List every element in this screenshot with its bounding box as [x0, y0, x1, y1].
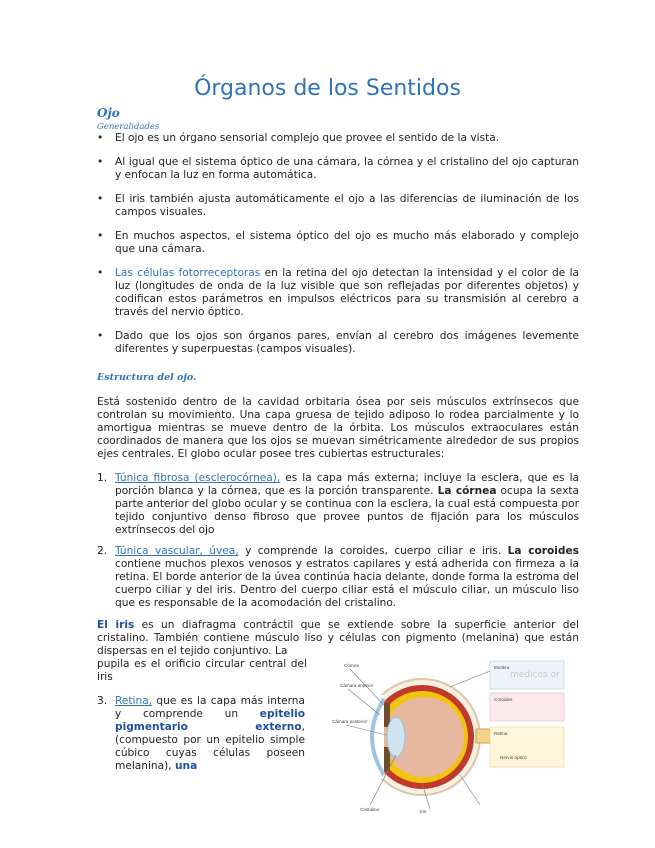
section-heading: Ojo — [97, 106, 120, 120]
iris-paragraph — [97, 619, 579, 658]
structure-heading: Estructura del ojo. — [97, 372, 197, 383]
structure-paragraph: Está sostenido dentro de la cavidad orbitaria ósea por seis músculos extrínsecos que controlan su movimiento. Una capa gruesa de tejido adiposo lo rodea parcialmente y lo amortigua mientras se mueve dentro de la órbita. Los músculos extraoculares están coordinados de manera que los ojos se muevan simétricamente alrededor de sus propios ejes centrales. El globo ocular posee tres cubiertas estructurales: — [97, 396, 579, 460]
item-text: , (compuesto por un epitelio simple cúbico cuyas células poseen melanina), — [115, 721, 305, 772]
item-text: ocupa la sexta parte anterior del globo ocular y se continua con la esclera, la cual está compuesta por tejido conjuntivo denso fibroso que provee puntos de fijación para los músculos extrínsecos del ojo — [115, 485, 579, 536]
page-title: Órganos de los Sentidos — [194, 76, 461, 101]
list-item — [97, 156, 579, 182]
item-text: es la capa más externa; incluye la esclera, que es la porción blanca y la córnea, que es la porción transparente. — [115, 472, 579, 497]
figure-label: Retina — [494, 731, 508, 736]
list-item — [97, 330, 579, 356]
item-fibrous-tunic — [97, 472, 579, 537]
bullet-icon: • — [97, 330, 104, 342]
bullet-text: En muchos aspectos, el sistema óptico del ojo es mucho más elaborado y complejo que una cámara. — [115, 230, 579, 255]
figure-label: Nervio óptico — [500, 755, 527, 760]
bullet-text: en la retina del ojo detectan la intensidad y el color de la luz (longitudes de onda de la luz visible que son reflejadas por diferentes objetos) y codifican estos parámetros en impulsos eléctricos para su transmisión al cerebro a través del nervio óptico. — [115, 267, 580, 318]
item-number: 2. — [97, 545, 108, 557]
item-number: 3. — [97, 695, 108, 707]
subsection-heading: Generalidades — [97, 122, 160, 132]
bullet-icon: • — [97, 132, 104, 144]
iris-bold: El iris — [97, 619, 135, 631]
pupil-text: pupila es el orificio circular central del iris — [97, 658, 307, 683]
figure-label: Cámara anterior — [340, 683, 374, 688]
item-text: que es la capa más interna y comprende un — [115, 695, 305, 720]
item-bold: epitelio pigmentario externo — [115, 708, 305, 733]
bullet-text: El iris también ajusta automáticamente el ojo a las diferencias de iluminación de los campos visuales. — [115, 193, 579, 218]
bullet-list — [97, 132, 579, 367]
list-item — [97, 267, 579, 319]
item-bold: La córnea — [437, 485, 497, 497]
lens-shape — [387, 717, 405, 757]
item-bold: una — [175, 760, 198, 772]
item-text: contiene muchos plexos venosos y estratos capilares y está adherida con firmeza a la retina. El borde anterior de la úvea continúa hacia delante, donde forma la estroma del cuerpo ciliar y del iris. Dentro del cuerpo ciliar está el músculo ciliar, un músculo liso que es responsable de la acomodación del cristalino. — [115, 558, 579, 609]
item-text: y comprende la coroides, cuerpo ciliar e iris. — [238, 545, 508, 557]
figure-label: Esclera — [494, 665, 510, 670]
fibrous-tunic-link[interactable]: Túnica fibrosa (esclerocórnea), — [115, 472, 281, 484]
item-vascular-tunic — [97, 545, 579, 610]
figure-label: Iris — [420, 809, 427, 814]
vascular-tunic-link[interactable]: Túnica vascular, úvea, — [115, 545, 239, 557]
figure-label: Coroides — [494, 697, 513, 702]
list-item — [97, 193, 579, 219]
item-number: 1. — [97, 472, 108, 484]
bullet-icon: • — [97, 193, 104, 205]
item-retina — [97, 695, 305, 773]
bullet-text: Al igual que el sistema óptico de una cámara, la córnea y el cristalino del ojo capturan y enfocan la luz en forma automática. — [115, 156, 579, 181]
retina-link[interactable]: Retina, — [115, 695, 153, 707]
bullet-icon: • — [97, 156, 104, 168]
figure-label: Córnea — [344, 663, 360, 668]
item-bold: La coroides — [507, 545, 579, 557]
figure-label: Cámara posterior — [332, 719, 368, 724]
bullet-text: Dado que los ojos son órganos pares, envían al cerebro dos imágenes levemente diferentes y superpuestas (campos visuales). — [115, 330, 579, 355]
bullet-text: El ojo es un órgano sensorial complejo que provee el sentido de la vista. — [115, 132, 500, 144]
list-item — [97, 132, 579, 145]
bullet-icon: • — [97, 267, 104, 279]
figure-label: Cristalino — [360, 807, 380, 812]
photoreceptor-link[interactable]: Las células fotorreceptoras — [115, 267, 261, 279]
list-item — [97, 230, 579, 256]
bullet-icon: • — [97, 230, 104, 242]
iris-text: es un diafragma contráctil que se extiende sobre la superficie anterior del cristalino. También contiene músculo liso y células con pigmento (melanina) que están dispersas en el tejido conjuntivo. La — [97, 619, 579, 657]
watermark: medicos.or — [510, 670, 560, 680]
